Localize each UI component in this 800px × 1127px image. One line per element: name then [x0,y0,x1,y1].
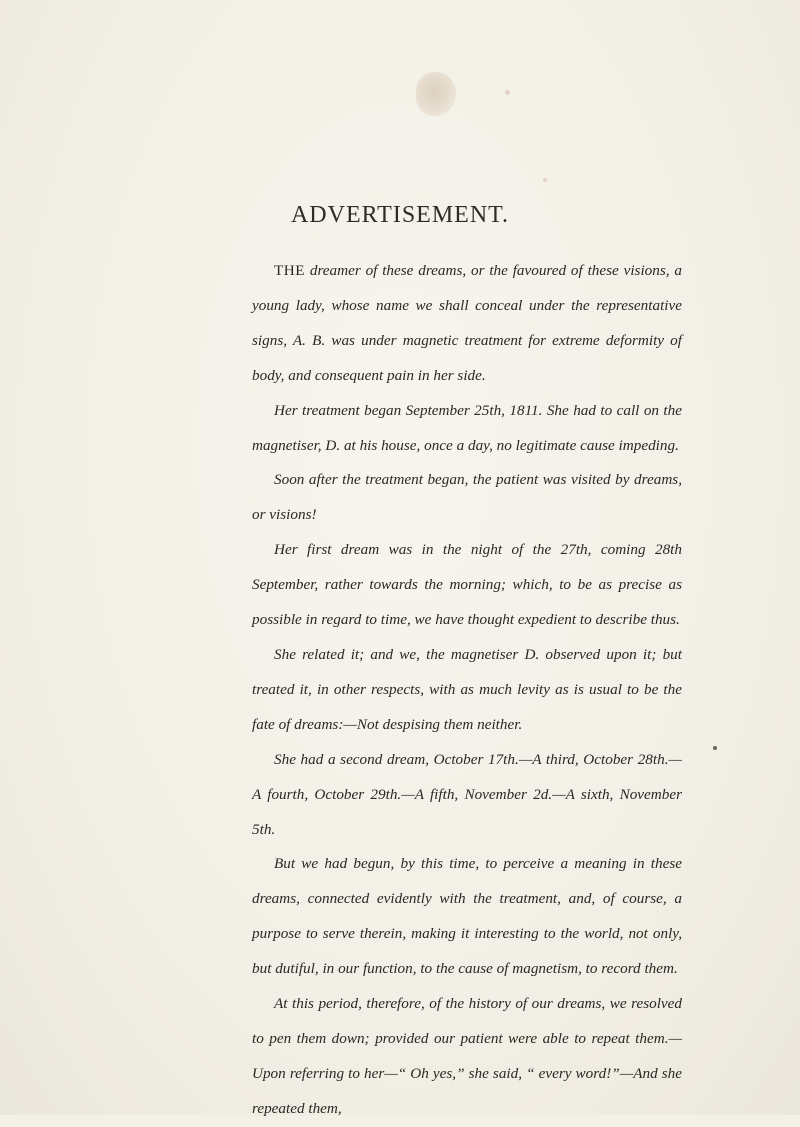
paragraph-text: But we had begun, by this time, to perceive a meaning in these dreams, connected evidently with the treatment, and, of course, a purpose to serve therein, making it interesting to the world, not only, but dutiful, in our function, to the cause of magnetism, to record them. [252,855,682,978]
paragraph-6 [252,743,682,848]
paragraph-7 [252,847,682,987]
paragraph-2 [252,394,682,464]
paragraph-text: Her first dream was in the night of the 27th, coming 28th September, rather towards the morning; which, to be as precise as possible in regard to time, we have thought expedient to describe thus. [252,541,682,629]
ink-stain [416,72,456,116]
paragraph-lead: THE [274,262,306,279]
paragraph-1 [252,254,682,394]
page-heading: ADVERTISEMENT. [290,202,510,228]
paragraph-text: At this period, therefore, of the history of our dreams, we resolved to pen them down; provided our patient were able to repeat them.—Upon referring to her—“ Oh yes,” she said, “ every word!”—And she repeated them, [252,995,682,1117]
paragraph-text: She had a second dream, October 17th.—A third, October 28th.—A fourth, October 29th.—A fifth, November 2d.—A sixth, November 5th. [252,750,682,838]
paragraph-text: She related it; and we, the magnetiser D. observed upon it; but treated it, in other respects, with as much levity as is usual to be the fate of dreams:—Not despising them neither. [252,645,682,733]
paper-speck [713,746,717,750]
paragraph-text: dreamer of these dreams, or the favoured of these visions, a young lady, whose name we shall conceal under the representative signs, A. B. was under magnetic treatment for extreme deformity of body, and consequent pain in her side. [252,262,682,384]
paragraph-4 [252,533,682,638]
paper-speck [505,90,510,95]
paragraph-5 [252,638,682,743]
paragraph-text: Her treatment began September 25th, 1811. She had to call on the magnetiser, D. at his house, once a day, no legitimate cause impeding. [252,401,682,454]
paper-speck [543,178,547,182]
paragraph-3 [252,463,682,533]
paragraph-text: Soon after the treatment began, the patient was visited by dreams, or visions! [252,471,682,524]
paragraph-8 [252,987,682,1127]
body-text [252,254,682,1127]
